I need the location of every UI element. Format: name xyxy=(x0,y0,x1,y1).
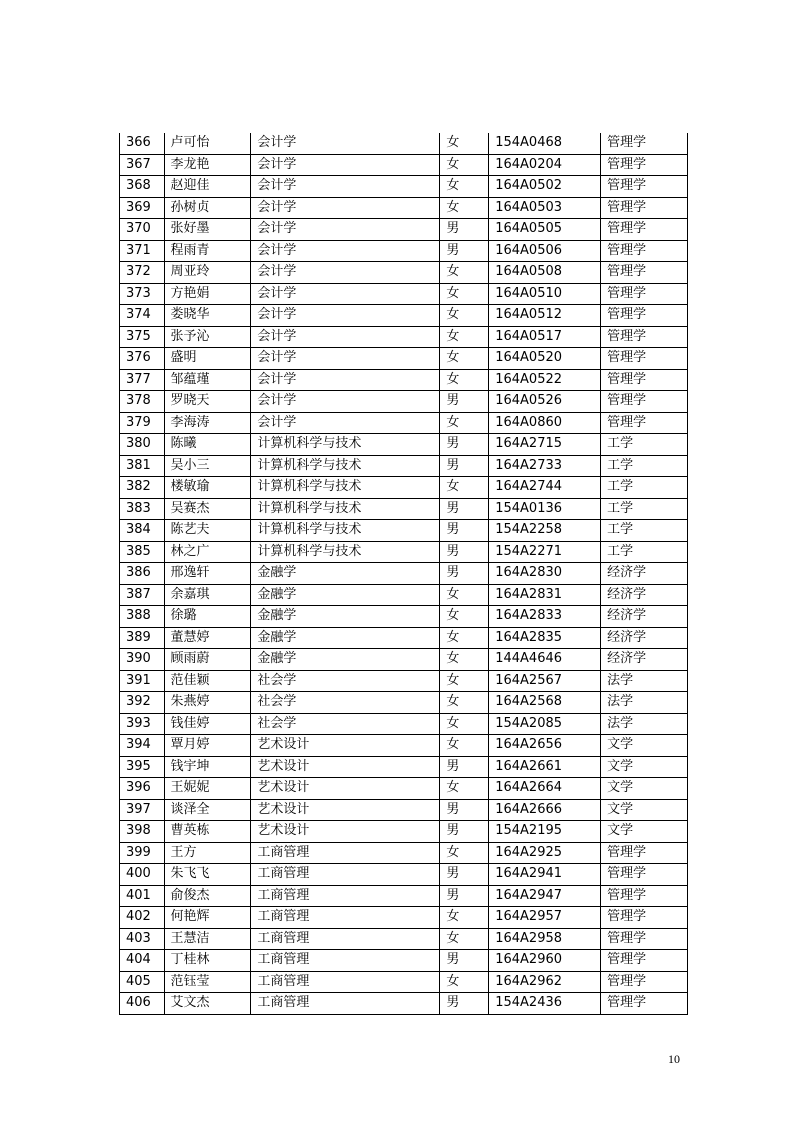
major-cell: 计算机科学与技术 xyxy=(251,498,440,520)
student-name-cell: 赵迎佳 xyxy=(164,176,251,198)
gender-cell: 男 xyxy=(440,541,489,563)
degree-category-cell: 管理学 xyxy=(601,348,688,370)
table-row xyxy=(120,842,688,864)
student-id-cell: 164A0512 xyxy=(489,305,601,327)
table-row xyxy=(120,197,688,219)
degree-category-cell: 管理学 xyxy=(601,864,688,886)
gender-cell: 男 xyxy=(440,756,489,778)
gender-cell: 男 xyxy=(440,240,489,262)
degree-category-cell: 管理学 xyxy=(601,154,688,176)
degree-category-cell: 管理学 xyxy=(601,369,688,391)
major-cell: 会计学 xyxy=(251,391,440,413)
degree-category-cell: 法学 xyxy=(601,692,688,714)
student-name-cell: 朱燕婷 xyxy=(164,692,251,714)
row-number-cell: 379 xyxy=(120,412,165,434)
gender-cell: 女 xyxy=(440,842,489,864)
table-row xyxy=(120,305,688,327)
row-number-cell: 378 xyxy=(120,391,165,413)
degree-category-cell: 工学 xyxy=(601,541,688,563)
row-number-cell: 392 xyxy=(120,692,165,714)
gender-cell: 女 xyxy=(440,262,489,284)
gender-cell: 男 xyxy=(440,950,489,972)
row-number-cell: 384 xyxy=(120,520,165,542)
major-cell: 会计学 xyxy=(251,326,440,348)
student-name-cell: 顾雨蔚 xyxy=(164,649,251,671)
student-name-cell: 俞俊杰 xyxy=(164,885,251,907)
row-number-cell: 393 xyxy=(120,713,165,735)
row-number-cell: 368 xyxy=(120,176,165,198)
degree-category-cell: 管理学 xyxy=(601,326,688,348)
student-id-cell: 154A2195 xyxy=(489,821,601,843)
student-id-cell: 164A0505 xyxy=(489,219,601,241)
student-id-cell: 164A2833 xyxy=(489,606,601,628)
row-number-cell: 401 xyxy=(120,885,165,907)
student-name-cell: 邹蕴瑾 xyxy=(164,369,251,391)
major-cell: 会计学 xyxy=(251,369,440,391)
student-id-cell: 164A2733 xyxy=(489,455,601,477)
row-number-cell: 377 xyxy=(120,369,165,391)
student-name-cell: 钱宇坤 xyxy=(164,756,251,778)
student-name-cell: 孙树贞 xyxy=(164,197,251,219)
student-id-cell: 164A0506 xyxy=(489,240,601,262)
student-id-cell: 164A2958 xyxy=(489,928,601,950)
major-cell: 会计学 xyxy=(251,219,440,241)
row-number-cell: 389 xyxy=(120,627,165,649)
row-number-cell: 375 xyxy=(120,326,165,348)
student-id-cell: 164A2567 xyxy=(489,670,601,692)
gender-cell: 男 xyxy=(440,520,489,542)
table-row xyxy=(120,176,688,198)
student-id-cell: 164A0503 xyxy=(489,197,601,219)
table-row xyxy=(120,154,688,176)
degree-category-cell: 管理学 xyxy=(601,928,688,950)
page-number: 10 xyxy=(668,1052,680,1066)
row-number-cell: 386 xyxy=(120,563,165,585)
student-name-cell: 周亚玲 xyxy=(164,262,251,284)
gender-cell: 女 xyxy=(440,283,489,305)
row-number-cell: 403 xyxy=(120,928,165,950)
degree-category-cell: 管理学 xyxy=(601,305,688,327)
row-number-cell: 405 xyxy=(120,971,165,993)
row-number-cell: 383 xyxy=(120,498,165,520)
degree-category-cell: 文学 xyxy=(601,778,688,800)
student-name-cell: 罗晓天 xyxy=(164,391,251,413)
major-cell: 会计学 xyxy=(251,176,440,198)
row-number-cell: 382 xyxy=(120,477,165,499)
student-name-cell: 方艳娟 xyxy=(164,283,251,305)
major-cell: 会计学 xyxy=(251,348,440,370)
major-cell: 工商管理 xyxy=(251,950,440,972)
row-number-cell: 374 xyxy=(120,305,165,327)
degree-category-cell: 经济学 xyxy=(601,584,688,606)
degree-category-cell: 管理学 xyxy=(601,240,688,262)
major-cell: 计算机科学与技术 xyxy=(251,520,440,542)
major-cell: 工商管理 xyxy=(251,842,440,864)
major-cell: 金融学 xyxy=(251,563,440,585)
major-cell: 计算机科学与技术 xyxy=(251,541,440,563)
student-id-cell: 154A2085 xyxy=(489,713,601,735)
table-row xyxy=(120,971,688,993)
gender-cell: 女 xyxy=(440,176,489,198)
major-cell: 会计学 xyxy=(251,133,440,154)
student-id-cell: 164A2744 xyxy=(489,477,601,499)
student-name-cell: 盛明 xyxy=(164,348,251,370)
table-row xyxy=(120,563,688,585)
row-number-cell: 367 xyxy=(120,154,165,176)
student-id-cell: 164A2941 xyxy=(489,864,601,886)
degree-category-cell: 法学 xyxy=(601,713,688,735)
gender-cell: 男 xyxy=(440,821,489,843)
row-number-cell: 402 xyxy=(120,907,165,929)
degree-category-cell: 文学 xyxy=(601,821,688,843)
degree-category-cell: 管理学 xyxy=(601,262,688,284)
degree-category-cell: 经济学 xyxy=(601,649,688,671)
table-row xyxy=(120,907,688,929)
degree-category-cell: 工学 xyxy=(601,455,688,477)
table-row xyxy=(120,541,688,563)
degree-category-cell: 文学 xyxy=(601,756,688,778)
gender-cell: 女 xyxy=(440,670,489,692)
major-cell: 工商管理 xyxy=(251,885,440,907)
row-number-cell: 395 xyxy=(120,756,165,778)
student-name-cell: 范钰莹 xyxy=(164,971,251,993)
row-number-cell: 369 xyxy=(120,197,165,219)
major-cell: 工商管理 xyxy=(251,971,440,993)
student-name-cell: 邢逸轩 xyxy=(164,563,251,585)
student-name-cell: 丁桂林 xyxy=(164,950,251,972)
degree-category-cell: 管理学 xyxy=(601,176,688,198)
student-id-cell: 154A2258 xyxy=(489,520,601,542)
student-id-cell: 144A4646 xyxy=(489,649,601,671)
student-name-cell: 张好墨 xyxy=(164,219,251,241)
student-name-cell: 程雨青 xyxy=(164,240,251,262)
student-name-cell: 娄晓华 xyxy=(164,305,251,327)
student-name-cell: 楼敏瑜 xyxy=(164,477,251,499)
student-id-cell: 164A2664 xyxy=(489,778,601,800)
major-cell: 艺术设计 xyxy=(251,821,440,843)
gender-cell: 男 xyxy=(440,391,489,413)
row-number-cell: 388 xyxy=(120,606,165,628)
student-id-cell: 164A0510 xyxy=(489,283,601,305)
gender-cell: 男 xyxy=(440,219,489,241)
row-number-cell: 366 xyxy=(120,133,165,154)
gender-cell: 女 xyxy=(440,584,489,606)
gender-cell: 女 xyxy=(440,778,489,800)
student-id-cell: 164A0520 xyxy=(489,348,601,370)
gender-cell: 男 xyxy=(440,864,489,886)
student-id-cell: 164A0502 xyxy=(489,176,601,198)
row-number-cell: 381 xyxy=(120,455,165,477)
student-id-cell: 164A2957 xyxy=(489,907,601,929)
row-number-cell: 380 xyxy=(120,434,165,456)
degree-category-cell: 工学 xyxy=(601,520,688,542)
student-name-cell: 王妮妮 xyxy=(164,778,251,800)
student-id-cell: 164A0526 xyxy=(489,391,601,413)
table-row xyxy=(120,477,688,499)
major-cell: 会计学 xyxy=(251,154,440,176)
gender-cell: 女 xyxy=(440,348,489,370)
gender-cell: 女 xyxy=(440,713,489,735)
major-cell: 会计学 xyxy=(251,305,440,327)
table-row xyxy=(120,928,688,950)
major-cell: 金融学 xyxy=(251,584,440,606)
student-id-cell: 164A2960 xyxy=(489,950,601,972)
student-name-cell: 王方 xyxy=(164,842,251,864)
student-name-cell: 钱佳婷 xyxy=(164,713,251,735)
gender-cell: 女 xyxy=(440,606,489,628)
student-id-cell: 164A2835 xyxy=(489,627,601,649)
table-row xyxy=(120,369,688,391)
table-row xyxy=(120,778,688,800)
degree-category-cell: 文学 xyxy=(601,799,688,821)
major-cell: 计算机科学与技术 xyxy=(251,455,440,477)
gender-cell: 女 xyxy=(440,305,489,327)
row-number-cell: 385 xyxy=(120,541,165,563)
degree-category-cell: 管理学 xyxy=(601,993,688,1015)
major-cell: 工商管理 xyxy=(251,928,440,950)
student-id-cell: 164A2831 xyxy=(489,584,601,606)
table-row xyxy=(120,692,688,714)
roster-body xyxy=(120,133,688,1014)
major-cell: 金融学 xyxy=(251,606,440,628)
row-number-cell: 387 xyxy=(120,584,165,606)
degree-category-cell: 管理学 xyxy=(601,283,688,305)
major-cell: 会计学 xyxy=(251,283,440,305)
major-cell: 工商管理 xyxy=(251,993,440,1015)
degree-category-cell: 管理学 xyxy=(601,971,688,993)
table-row xyxy=(120,520,688,542)
table-row xyxy=(120,240,688,262)
degree-category-cell: 文学 xyxy=(601,735,688,757)
table-row xyxy=(120,713,688,735)
table-row xyxy=(120,133,688,154)
student-name-cell: 朱飞飞 xyxy=(164,864,251,886)
table-row xyxy=(120,735,688,757)
table-row xyxy=(120,262,688,284)
degree-category-cell: 管理学 xyxy=(601,907,688,929)
student-name-cell: 王慧洁 xyxy=(164,928,251,950)
major-cell: 会计学 xyxy=(251,262,440,284)
student-id-cell: 164A2656 xyxy=(489,735,601,757)
student-id-cell: 164A0522 xyxy=(489,369,601,391)
major-cell: 社会学 xyxy=(251,692,440,714)
table-row xyxy=(120,606,688,628)
row-number-cell: 372 xyxy=(120,262,165,284)
gender-cell: 女 xyxy=(440,907,489,929)
student-name-cell: 陈艺夫 xyxy=(164,520,251,542)
gender-cell: 女 xyxy=(440,412,489,434)
major-cell: 工商管理 xyxy=(251,864,440,886)
gender-cell: 男 xyxy=(440,455,489,477)
major-cell: 计算机科学与技术 xyxy=(251,434,440,456)
table-row xyxy=(120,885,688,907)
degree-category-cell: 管理学 xyxy=(601,391,688,413)
student-name-cell: 陈曦 xyxy=(164,434,251,456)
gender-cell: 男 xyxy=(440,434,489,456)
row-number-cell: 394 xyxy=(120,735,165,757)
major-cell: 社会学 xyxy=(251,713,440,735)
student-name-cell: 范佳颖 xyxy=(164,670,251,692)
gender-cell: 女 xyxy=(440,197,489,219)
student-name-cell: 李海涛 xyxy=(164,412,251,434)
major-cell: 金融学 xyxy=(251,649,440,671)
student-name-cell: 张予沁 xyxy=(164,326,251,348)
degree-category-cell: 管理学 xyxy=(601,412,688,434)
student-name-cell: 覃月婷 xyxy=(164,735,251,757)
table-row xyxy=(120,649,688,671)
table-row xyxy=(120,326,688,348)
table-row xyxy=(120,864,688,886)
student-id-cell: 164A0508 xyxy=(489,262,601,284)
row-number-cell: 371 xyxy=(120,240,165,262)
major-cell: 会计学 xyxy=(251,197,440,219)
gender-cell: 女 xyxy=(440,369,489,391)
gender-cell: 女 xyxy=(440,649,489,671)
student-id-cell: 154A0136 xyxy=(489,498,601,520)
student-id-cell: 164A2947 xyxy=(489,885,601,907)
major-cell: 社会学 xyxy=(251,670,440,692)
degree-category-cell: 工学 xyxy=(601,477,688,499)
major-cell: 金融学 xyxy=(251,627,440,649)
row-number-cell: 399 xyxy=(120,842,165,864)
gender-cell: 女 xyxy=(440,477,489,499)
student-name-cell: 董慧婷 xyxy=(164,627,251,649)
table-row xyxy=(120,455,688,477)
row-number-cell: 390 xyxy=(120,649,165,671)
row-number-cell: 400 xyxy=(120,864,165,886)
student-id-cell: 164A2962 xyxy=(489,971,601,993)
student-id-cell: 164A2568 xyxy=(489,692,601,714)
row-number-cell: 376 xyxy=(120,348,165,370)
row-number-cell: 404 xyxy=(120,950,165,972)
gender-cell: 女 xyxy=(440,928,489,950)
major-cell: 计算机科学与技术 xyxy=(251,477,440,499)
major-cell: 艺术设计 xyxy=(251,756,440,778)
table-row xyxy=(120,348,688,370)
gender-cell: 男 xyxy=(440,885,489,907)
table-row xyxy=(120,283,688,305)
student-id-cell: 164A0204 xyxy=(489,154,601,176)
gender-cell: 女 xyxy=(440,971,489,993)
student-roster-table xyxy=(119,133,688,1015)
table-row xyxy=(120,993,688,1015)
gender-cell: 男 xyxy=(440,993,489,1015)
degree-category-cell: 经济学 xyxy=(601,606,688,628)
gender-cell: 女 xyxy=(440,627,489,649)
major-cell: 会计学 xyxy=(251,240,440,262)
table-row xyxy=(120,627,688,649)
student-name-cell: 吴小三 xyxy=(164,455,251,477)
student-id-cell: 154A2436 xyxy=(489,993,601,1015)
student-id-cell: 164A2666 xyxy=(489,799,601,821)
student-id-cell: 164A2925 xyxy=(489,842,601,864)
gender-cell: 男 xyxy=(440,563,489,585)
degree-category-cell: 工学 xyxy=(601,434,688,456)
student-name-cell: 何艳辉 xyxy=(164,907,251,929)
gender-cell: 女 xyxy=(440,133,489,154)
table-row xyxy=(120,391,688,413)
degree-category-cell: 管理学 xyxy=(601,950,688,972)
gender-cell: 女 xyxy=(440,692,489,714)
degree-category-cell: 管理学 xyxy=(601,133,688,154)
student-name-cell: 余嘉琪 xyxy=(164,584,251,606)
table-row xyxy=(120,799,688,821)
degree-category-cell: 管理学 xyxy=(601,197,688,219)
student-id-cell: 164A2715 xyxy=(489,434,601,456)
major-cell: 艺术设计 xyxy=(251,778,440,800)
row-number-cell: 373 xyxy=(120,283,165,305)
gender-cell: 男 xyxy=(440,799,489,821)
degree-category-cell: 经济学 xyxy=(601,563,688,585)
gender-cell: 男 xyxy=(440,498,489,520)
degree-category-cell: 工学 xyxy=(601,498,688,520)
table-row xyxy=(120,498,688,520)
major-cell: 艺术设计 xyxy=(251,799,440,821)
row-number-cell: 397 xyxy=(120,799,165,821)
degree-category-cell: 管理学 xyxy=(601,219,688,241)
student-name-cell: 徐璐 xyxy=(164,606,251,628)
table-row xyxy=(120,219,688,241)
student-name-cell: 林之广 xyxy=(164,541,251,563)
degree-category-cell: 经济学 xyxy=(601,627,688,649)
row-number-cell: 391 xyxy=(120,670,165,692)
major-cell: 工商管理 xyxy=(251,907,440,929)
table-row xyxy=(120,584,688,606)
student-id-cell: 154A0468 xyxy=(489,133,601,154)
degree-category-cell: 管理学 xyxy=(601,885,688,907)
table-row xyxy=(120,670,688,692)
student-id-cell: 164A0517 xyxy=(489,326,601,348)
student-name-cell: 艾文杰 xyxy=(164,993,251,1015)
student-id-cell: 164A2661 xyxy=(489,756,601,778)
major-cell: 会计学 xyxy=(251,412,440,434)
student-name-cell: 李龙艳 xyxy=(164,154,251,176)
gender-cell: 女 xyxy=(440,154,489,176)
row-number-cell: 398 xyxy=(120,821,165,843)
student-name-cell: 吴赛杰 xyxy=(164,498,251,520)
table-row xyxy=(120,756,688,778)
row-number-cell: 370 xyxy=(120,219,165,241)
table-row xyxy=(120,434,688,456)
degree-category-cell: 法学 xyxy=(601,670,688,692)
gender-cell: 女 xyxy=(440,735,489,757)
major-cell: 艺术设计 xyxy=(251,735,440,757)
student-id-cell: 164A2830 xyxy=(489,563,601,585)
degree-category-cell: 管理学 xyxy=(601,842,688,864)
student-id-cell: 164A0860 xyxy=(489,412,601,434)
gender-cell: 女 xyxy=(440,326,489,348)
row-number-cell: 396 xyxy=(120,778,165,800)
student-name-cell: 卢可怡 xyxy=(164,133,251,154)
student-name-cell: 曹英栋 xyxy=(164,821,251,843)
table-row xyxy=(120,821,688,843)
student-id-cell: 154A2271 xyxy=(489,541,601,563)
row-number-cell: 406 xyxy=(120,993,165,1015)
table-row xyxy=(120,412,688,434)
table-row xyxy=(120,950,688,972)
student-name-cell: 谈泽全 xyxy=(164,799,251,821)
